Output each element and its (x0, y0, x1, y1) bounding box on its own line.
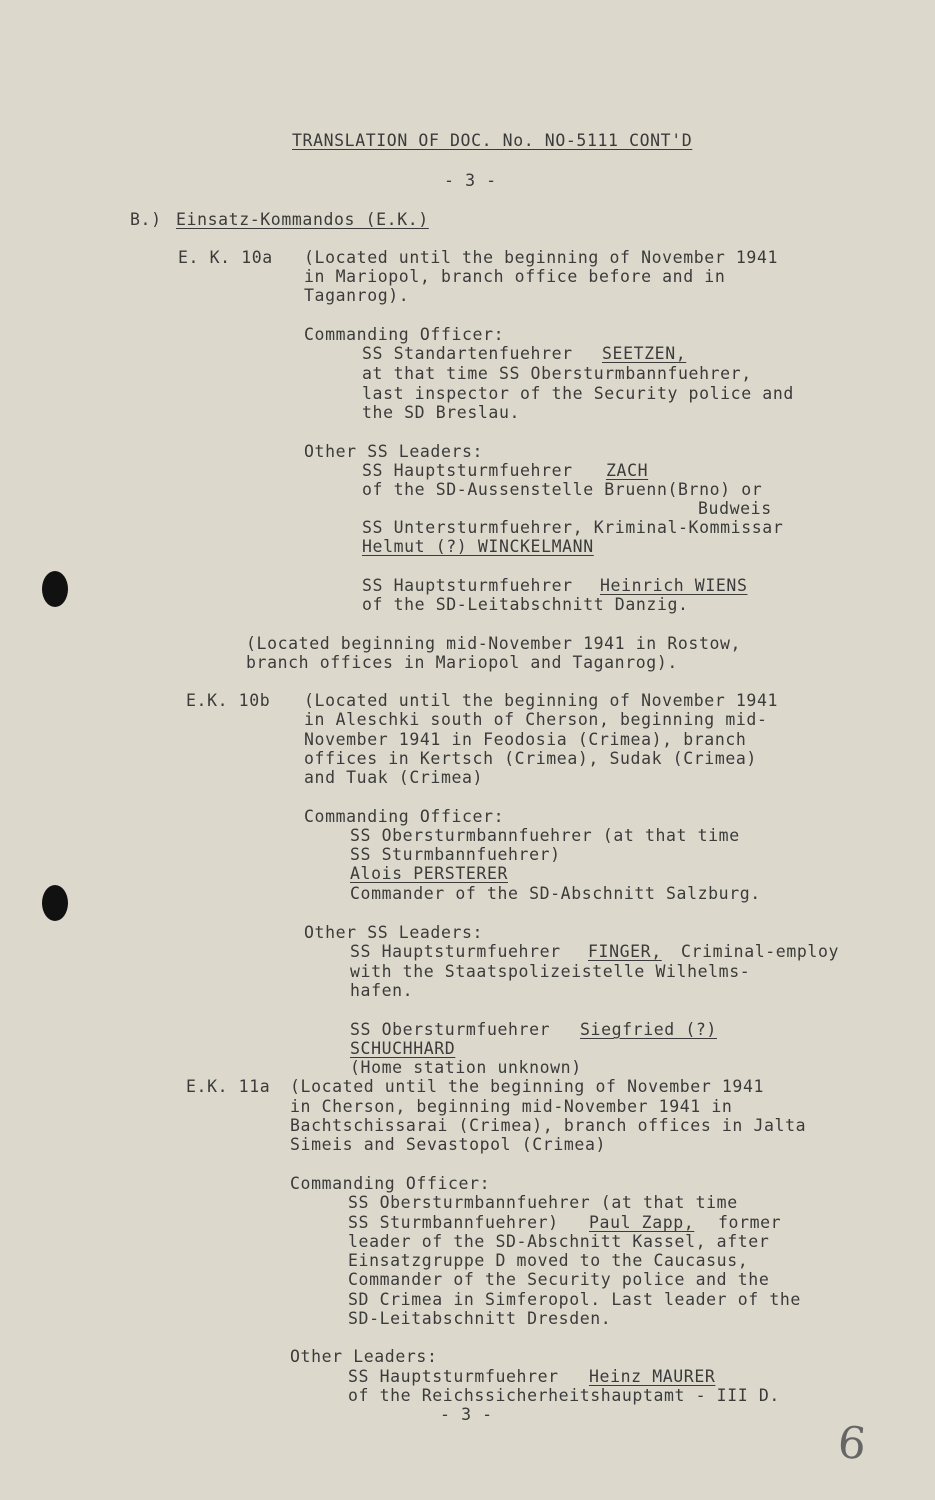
ek11a-co-name: Paul Zapp, (589, 1213, 695, 1232)
ek10a-other-line-7: of the SD-Leitabschnitt Danzig. (362, 595, 689, 614)
ek10b-other-name-1: FINGER, (588, 942, 662, 961)
ek10b-other-line-3: hafen. (350, 981, 414, 1000)
unit-label-11a: E.K. 11a (186, 1077, 271, 1096)
document-title: TRANSLATION OF DOC. No. NO-5111 CONT'D (292, 131, 693, 150)
ek11a-location-3: Bachtschissarai (Crimea), branch offices in Jalta (290, 1116, 807, 1135)
ek11a-other-rank: SS Hauptsturmfuehrer (348, 1367, 559, 1386)
unit-label-10a: E. K. 10a (178, 248, 273, 267)
ek10b-other-label: Other SS Leaders: (304, 923, 484, 942)
ek10b-other-detail-1: Criminal-employ (681, 942, 840, 961)
ek10b-location-4: offices in Kertsch (Crimea), Sudak (Crimea) (304, 749, 757, 768)
page-number-top: - 3 - (444, 171, 497, 190)
ek10a-location-2: in Mariopol, branch office before and in (304, 267, 726, 286)
ek10a-co-rank: SS Standartenfuehrer (362, 344, 573, 363)
unit-label-10b: E.K. 10b (186, 691, 271, 710)
ek11a-location-4: Simeis and Sevastopol (Crimea) (290, 1135, 607, 1154)
ek10a-other-name-1: ZACH (606, 461, 649, 480)
section-heading: Einsatz-Kommandos (E.K.) (176, 210, 429, 229)
ek10b-co-line-2: SS Sturmbannfuehrer) (350, 845, 561, 864)
ek10a-co-line-2: at that time SS Obersturmbannfuehrer, (362, 364, 752, 383)
ek10a-other-line-5: Helmut (?) WINCKELMANN (362, 537, 594, 556)
section-prefix: B.) (130, 210, 162, 229)
ek11a-co-line-4: Einsatzgruppe D moved to the Caucasus, (348, 1251, 749, 1270)
ek10a-other-line-3: Budweis (698, 499, 772, 518)
ek11a-co-rank: SS Sturmbannfuehrer) (348, 1213, 559, 1232)
ek10b-other-surname-2: SCHUCHHARD (350, 1039, 456, 1058)
ek11a-co-line-7: SD-Leitabschnitt Dresden. (348, 1309, 612, 1328)
ek10a-other-name-3: Heinrich WIENS (600, 576, 748, 595)
ek11a-co-former: former (718, 1213, 782, 1232)
ek10a-co-line-3: last inspector of the Security police and (362, 384, 794, 403)
ek11a-location-2: in Cherson, beginning mid-November 1941 in (290, 1097, 733, 1116)
punch-hole-top (42, 571, 68, 607)
handwritten-page-mark: 6 (835, 1416, 869, 1471)
ek10b-other-line-2: with the Staatspolizeistelle Wilhelms- (350, 962, 751, 981)
ek11a-co-line-5: Commander of the Security police and the (348, 1270, 770, 1289)
ek10a-later-location-1: (Located beginning mid-November 1941 in Rostow, (246, 634, 742, 653)
ek10b-other-rank-2: SS Obersturmfuehrer (350, 1020, 551, 1039)
ek10a-co-name: SEETZEN, (602, 344, 687, 363)
ek10a-other-rank-3: SS Hauptsturmfuehrer (362, 576, 573, 595)
ek10a-other-line-2: of the SD-Aussenstelle Bruenn(Brno) or (362, 480, 763, 499)
ek10b-co-name: Alois PERSTERER (350, 864, 509, 883)
ek10a-other-line-4: SS Untersturmfuehrer, Kriminal-Kommissar (362, 518, 784, 537)
punch-hole-bottom (42, 885, 68, 921)
ek10a-other-label: Other SS Leaders: (304, 442, 484, 461)
ek10b-co-line-1: SS Obersturmbannfuehrer (at that time (350, 826, 740, 845)
ek10b-other-name-2: Siegfried (?) (580, 1020, 717, 1039)
ek10b-location-1: (Located until the beginning of November 1941 (304, 691, 779, 710)
ek10a-location-1: (Located until the beginning of November 1941 (304, 248, 779, 267)
ek10b-location-2: in Aleschki south of Cherson, beginning mid- (304, 710, 768, 729)
ek10b-location-3: November 1941 in Feodosia (Crimea), branch (304, 730, 747, 749)
ek10a-co-line-4: the SD Breslau. (362, 403, 521, 422)
ek11a-co-line-3: leader of the SD-Abschnitt Kassel, after (348, 1232, 770, 1251)
page-number-bottom: - 3 - (440, 1405, 493, 1424)
ek11a-co-line-1: SS Obersturmbannfuehrer (at that time (348, 1193, 738, 1212)
ek10a-later-location-2: branch offices in Mariopol and Taganrog). (246, 653, 678, 672)
ek10b-location-5: and Tuak (Crimea) (304, 768, 484, 787)
ek11a-co-line-6: SD Crimea in Simferopol. Last leader of the (348, 1290, 801, 1309)
ek11a-other-label: Other Leaders: (290, 1347, 438, 1366)
ek10b-other-home: (Home station unknown) (350, 1058, 582, 1077)
ek10a-location-3: Taganrog). (304, 286, 410, 305)
ek10b-other-rank-1: SS Hauptsturmfuehrer (350, 942, 561, 961)
ek11a-co-label: Commanding Officer: (290, 1174, 491, 1193)
ek11a-location-1: (Located until the beginning of November 1941 (290, 1077, 765, 1096)
ek10b-co-label: Commanding Officer: (304, 807, 505, 826)
ek10a-co-label: Commanding Officer: (304, 325, 505, 344)
ek10b-co-line-4: Commander of the SD-Abschnitt Salzburg. (350, 884, 761, 903)
ek10a-other-rank-1: SS Hauptsturmfuehrer (362, 461, 573, 480)
ek11a-other-line-2: of the Reichssicherheitshauptamt - III D. (348, 1386, 780, 1405)
ek11a-other-name: Heinz MAURER (589, 1367, 716, 1386)
